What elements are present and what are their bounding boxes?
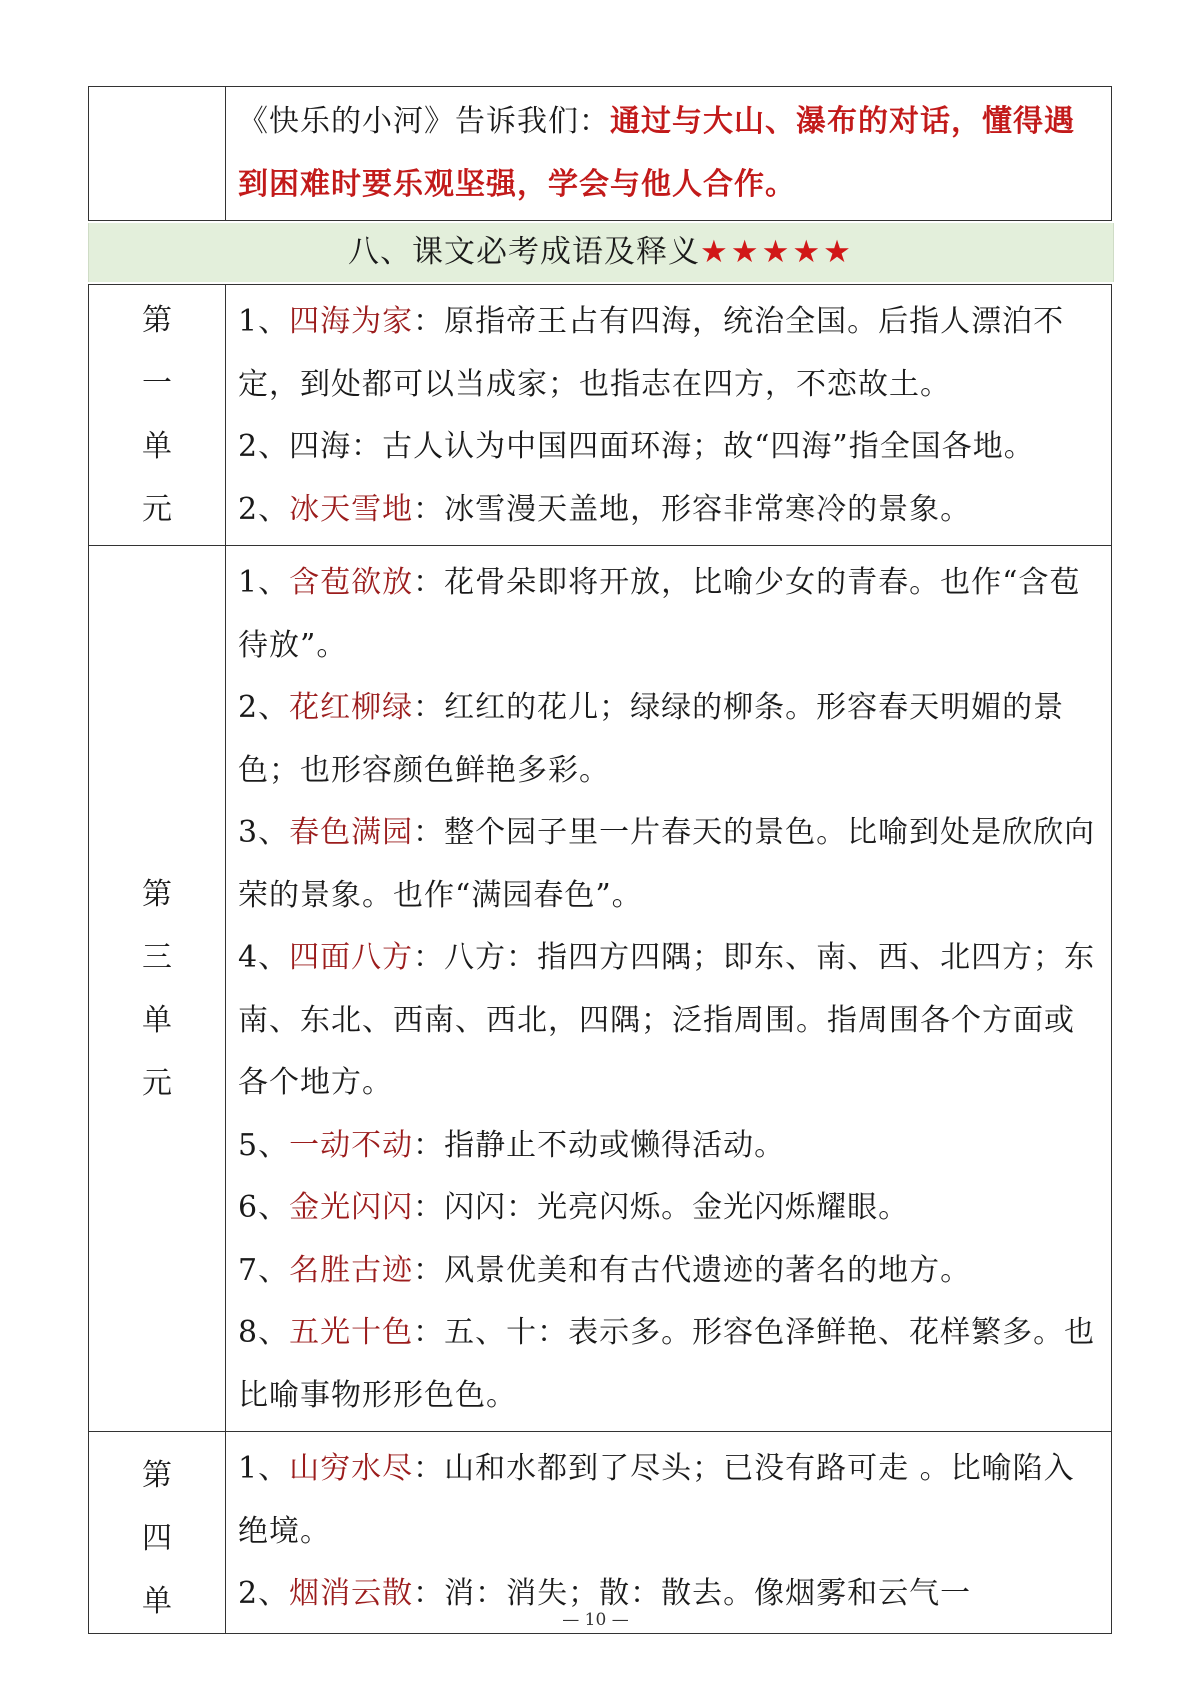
idiom-definition: ：整个园子里一片春天的景色。比喻到处是欣欣向荣的景象。也作“满园春色”。 [238, 815, 1096, 913]
idiom-term: 金光闪闪 [289, 1190, 414, 1225]
idiom-term: 春色满园 [289, 815, 414, 850]
idiom-term: 花红柳绿 [289, 690, 414, 725]
idiom-definition: ：山和水都到了尽头；已没有路可走 。比喻陷入绝境。 [238, 1451, 1075, 1549]
entry-number: 5、 [238, 1127, 290, 1163]
top-table [88, 86, 1112, 221]
unit-label-char: 单 [142, 429, 172, 464]
entry-number: 2、 [238, 491, 290, 527]
entry-number: 2、 [238, 429, 290, 464]
idiom-term: 冰天雪地 [289, 491, 414, 527]
idiom-definition: ：八方：指四方四隅；即东、南、西、北四方；东南、东北、西南、西北，四隅；泛指周围。指周围各个方面或各个地方。 [238, 940, 1096, 1100]
idiom-definition: ：原指帝王占有四海，统治全国。后指人漂泊不定，到处都可以当成家；也指志在四方，不恋故土。 [238, 304, 1065, 402]
unit-label [89, 289, 225, 541]
entry-number: 2、 [238, 1576, 290, 1611]
unit-label [89, 1444, 225, 1633]
entry-number: 1、 [238, 565, 290, 600]
idiom-term: 四面八方 [289, 940, 414, 975]
idiom-definition: ：风景优美和有古代遗迹的著名的地方。 [413, 1252, 972, 1288]
idiom-definition: 四海：古人认为中国四面环海；故“四海”指全国各地。 [289, 429, 1035, 464]
unit-label [89, 863, 225, 1115]
entry-number: 1、 [238, 1451, 290, 1486]
table-row [89, 546, 1112, 1432]
idiom-term: 烟消云散 [289, 1576, 414, 1611]
summary-highlight: 通过与大山、瀑布的对话，懂得遇到困难时要乐观坚强，学会与他人合作。 [238, 104, 1075, 202]
idiom-entry [238, 1115, 1101, 1178]
idiom-definition: ：指静止不动或懒得活动。 [413, 1127, 786, 1163]
idiom-entry [238, 291, 1101, 416]
unit-label-char: 四 [142, 1521, 172, 1556]
idiom-table [88, 284, 1112, 1634]
idiom-definition: ：冰雪漫天盖地，形容非常寒冷的景象。 [413, 491, 972, 527]
idiom-entry [238, 416, 1101, 479]
idiom-entry [238, 1177, 1101, 1240]
entry-number: 1、 [238, 304, 290, 339]
table-row [89, 87, 1112, 221]
star-rating-icon: ★★★★★ [700, 234, 854, 270]
unit-label-cell [89, 285, 226, 546]
idiom-entry [238, 1438, 1101, 1563]
unit-label-char: 单 [142, 1002, 172, 1038]
idiom-term: 山穷水尽 [289, 1451, 414, 1486]
unit-label-char: 三 [142, 939, 172, 975]
idiom-term: 一动不动 [289, 1127, 414, 1163]
entry-number: 4、 [238, 940, 290, 975]
summary-prefix: 《快乐的小河》告诉我们： [238, 104, 610, 139]
idiom-definition: ：五、十：表示多。形容色泽鲜艳、花样繁多。也比喻事物形形色色。 [238, 1315, 1096, 1413]
idiom-entry [238, 479, 1101, 542]
idiom-entry [238, 552, 1101, 677]
entry-number: 8、 [238, 1315, 290, 1350]
content-cell [226, 87, 1112, 221]
idiom-definition: ：花骨朵即将开放，比喻少女的青春。也作“含苞待放”。 [238, 565, 1081, 663]
content-cell [226, 546, 1112, 1432]
entry-number: 2、 [238, 690, 290, 725]
section-heading [88, 223, 1114, 282]
content-cell [226, 285, 1112, 546]
idiom-term: 五光十色 [289, 1315, 414, 1350]
idiom-term: 四海为家 [289, 304, 414, 339]
unit-cell-empty [89, 87, 226, 221]
entry-number: 6、 [238, 1190, 290, 1225]
unit-label-char: 元 [142, 1065, 172, 1101]
summary-text [226, 87, 1111, 220]
content-cell [226, 1432, 1112, 1634]
idiom-definition: ：闪闪：光亮闪烁。金光闪烁耀眼。 [413, 1190, 910, 1225]
idiom-entry [238, 677, 1101, 802]
table-row [89, 1432, 1112, 1634]
idiom-entry [238, 927, 1101, 1115]
idiom-definition: ：消：消失；散：散去。像烟雾和云气一 [413, 1576, 972, 1611]
unit-label-cell [89, 546, 226, 1432]
idiom-entry [238, 1240, 1101, 1303]
unit-label-char: 一 [142, 366, 172, 401]
unit-label-char: 第 [142, 1458, 172, 1493]
document-page [88, 86, 1112, 1634]
unit-label-char: 第 [142, 876, 172, 912]
idiom-entry [238, 1302, 1101, 1427]
idiom-entry [238, 802, 1101, 927]
idiom-definition: ：红红的花儿；绿绿的柳条。形容春天明媚的景色；也形容颜色鲜艳多彩。 [238, 690, 1065, 788]
section-title: 八、课文必考成语及释义 [348, 234, 701, 270]
page-number: — 10 — [562, 1610, 629, 1630]
unit-label-char: 第 [142, 303, 172, 338]
unit-label-char: 单 [142, 1584, 172, 1619]
table-row [89, 285, 1112, 546]
idiom-term: 名胜古迹 [289, 1252, 414, 1288]
entry-number: 3、 [238, 815, 290, 850]
unit-label-cell [89, 1432, 226, 1634]
unit-label-char: 元 [142, 492, 172, 527]
entry-number: 7、 [238, 1252, 290, 1288]
idiom-term: 含苞欲放 [289, 565, 414, 600]
